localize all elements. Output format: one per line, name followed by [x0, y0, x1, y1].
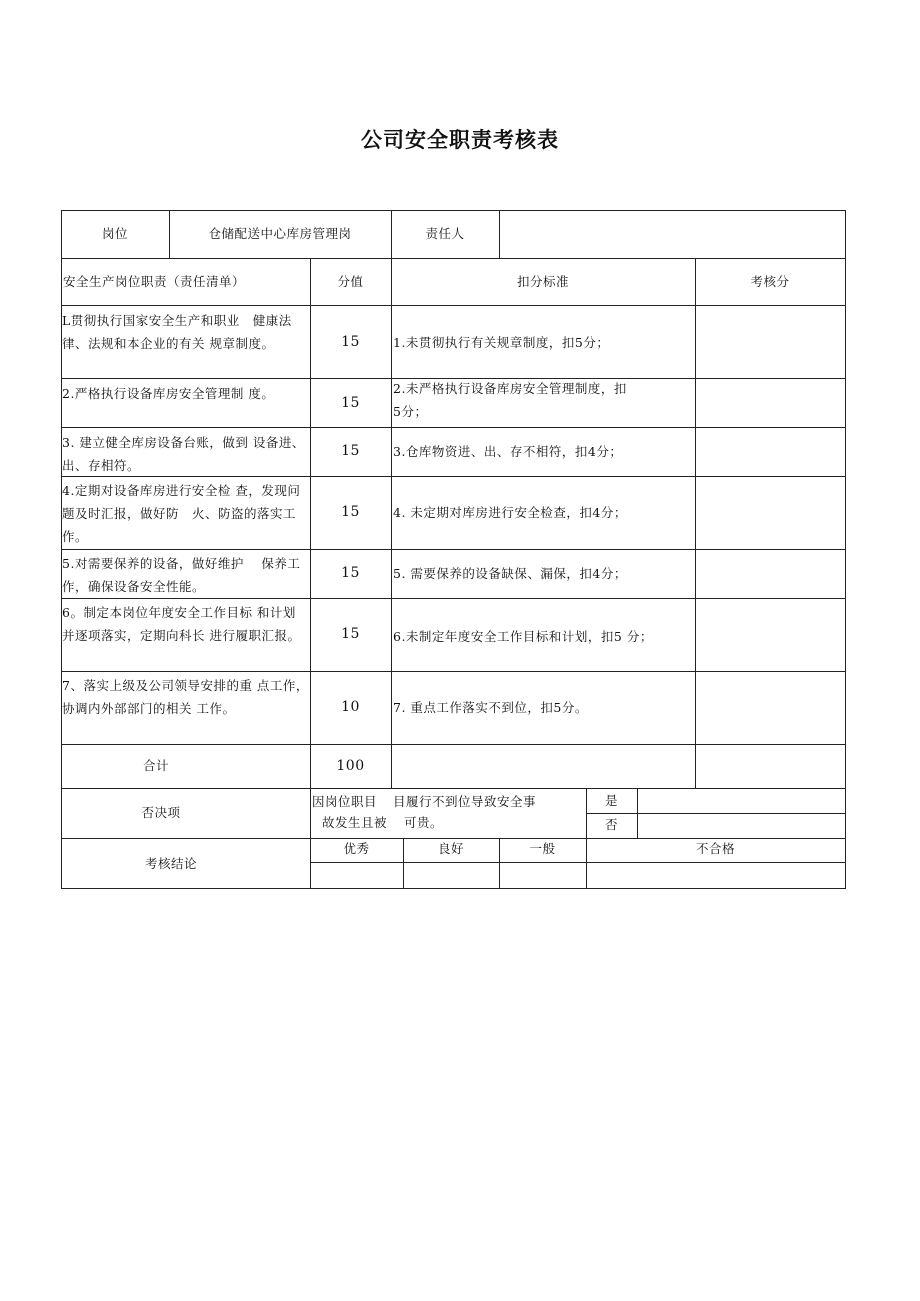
- duty-line: 并逐项落实，定期向科长 进行履职汇报。: [62, 628, 301, 643]
- deduction-line: 7. 重点工作落实不到位，扣5分。: [393, 700, 588, 715]
- duty-line: L贯彻执行国家安全生产和职业 健康法: [62, 313, 292, 328]
- duty-cell: [62, 674, 310, 720]
- page-title: 公司安全职责考核表: [361, 128, 559, 152]
- veto-text-a: [312, 791, 402, 833]
- duty-line: 作，确保设备安全性能。: [62, 579, 206, 594]
- score-cell: 10: [341, 699, 360, 715]
- column-header-deduction: 扣分标准: [516, 274, 569, 289]
- duty-cell: [62, 601, 310, 647]
- deduction-cell: [393, 331, 693, 354]
- duty-line: 2.严格执行设备库房安全管理制 度。: [62, 386, 275, 401]
- score-cell: 15: [341, 626, 360, 642]
- duty-line: 6。制定本岗位年度安全工作目标 和计划: [62, 605, 296, 620]
- grade-average-field[interactable]: [500, 863, 585, 887]
- responsible-label: 责任人: [425, 226, 465, 241]
- column-header-score: 分值: [337, 274, 364, 289]
- duty-cell: [62, 479, 310, 548]
- veto-line: 可贵。: [404, 815, 444, 830]
- grade-excellent-field[interactable]: [311, 863, 402, 887]
- veto-no-label: 否: [604, 817, 618, 832]
- duty-line: 4.定期对设备库房进行安全检 查，发现问: [62, 483, 301, 498]
- veto-yes-field[interactable]: [638, 789, 845, 812]
- veto-line: 故发生且被: [322, 815, 388, 830]
- veto-line: 目履行不到位导致安全事: [393, 794, 537, 809]
- grade-average: 一般: [529, 841, 556, 856]
- deduction-cell: [393, 696, 693, 719]
- position-label: 岗位: [101, 226, 128, 241]
- grade-good-field[interactable]: [404, 863, 498, 887]
- score-cell: 15: [341, 395, 360, 411]
- veto-line: 因岗位职目: [312, 794, 378, 809]
- deduction-cell: [393, 440, 693, 463]
- total-label: 合计: [142, 758, 169, 773]
- total-score: 100: [336, 758, 365, 774]
- veto-yes-label: 是: [604, 793, 618, 808]
- conclusion-label: 考核结论: [144, 856, 197, 871]
- deduction-cell: [393, 562, 693, 585]
- duty-line: 协调内外部部门的相关 工作。: [62, 701, 236, 716]
- deduction-cell: [393, 625, 693, 648]
- score-cell: 15: [341, 334, 360, 350]
- score-cell: 15: [341, 504, 360, 520]
- duty-line: 题及时汇报，做好防 火、防盗的落实工: [62, 506, 297, 521]
- deduction-cell: [393, 377, 693, 423]
- deduction-line: 2.未严格执行设备库房安全管理制度，扣: [393, 381, 627, 396]
- score-cell: 15: [341, 443, 360, 459]
- deduction-line: 1.未贯彻执行有关规章制度，扣5分；: [393, 335, 610, 350]
- deduction-line: 3.仓库物资进、出、存不相符，扣4分；: [393, 444, 623, 459]
- duty-line: 5.对需要保养的设备，做好维护 保养工: [62, 556, 301, 571]
- column-header-duty: 安全生产岗位职责（责任清单）: [63, 274, 246, 289]
- duty-cell: [62, 431, 310, 477]
- grade-fail-field[interactable]: [587, 863, 844, 887]
- veto-label: 否决项: [141, 805, 181, 820]
- duty-line: 律、法规和本企业的有关 规章制度。: [62, 336, 275, 351]
- deduction-line: 4. 未定期对库房进行安全检查，扣4分；: [393, 505, 627, 520]
- score-cell: 15: [341, 565, 360, 581]
- position-value: 仓储配送中心库房管理岗: [208, 226, 352, 241]
- deduction-line: 5分；: [393, 404, 428, 419]
- veto-text-b: [393, 791, 585, 833]
- grade-good: 良好: [437, 841, 464, 856]
- veto-no-field[interactable]: [638, 814, 845, 837]
- deduction-cell: [393, 501, 693, 524]
- duty-line: 出、存相符。: [62, 458, 141, 473]
- deduction-line: 6.未制定年度安全工作目标和计划，扣5 分；: [393, 629, 653, 644]
- duty-line: 3. 建立健全库房设备台账，做到 设备进、: [62, 435, 305, 450]
- duty-line: 7、落实上级及公司领导安排的重 点工作，: [62, 678, 309, 693]
- deduction-line: 5. 需要保养的设备缺保、漏保，扣4分；: [393, 566, 627, 581]
- duty-line: 作。: [62, 529, 89, 544]
- duty-cell: [62, 382, 310, 405]
- grade-fail: 不合格: [695, 841, 735, 856]
- duty-cell: [62, 309, 310, 355]
- grade-excellent: 优秀: [343, 841, 370, 856]
- duty-cell: [62, 552, 310, 598]
- column-header-assessment: 考核分: [750, 274, 790, 289]
